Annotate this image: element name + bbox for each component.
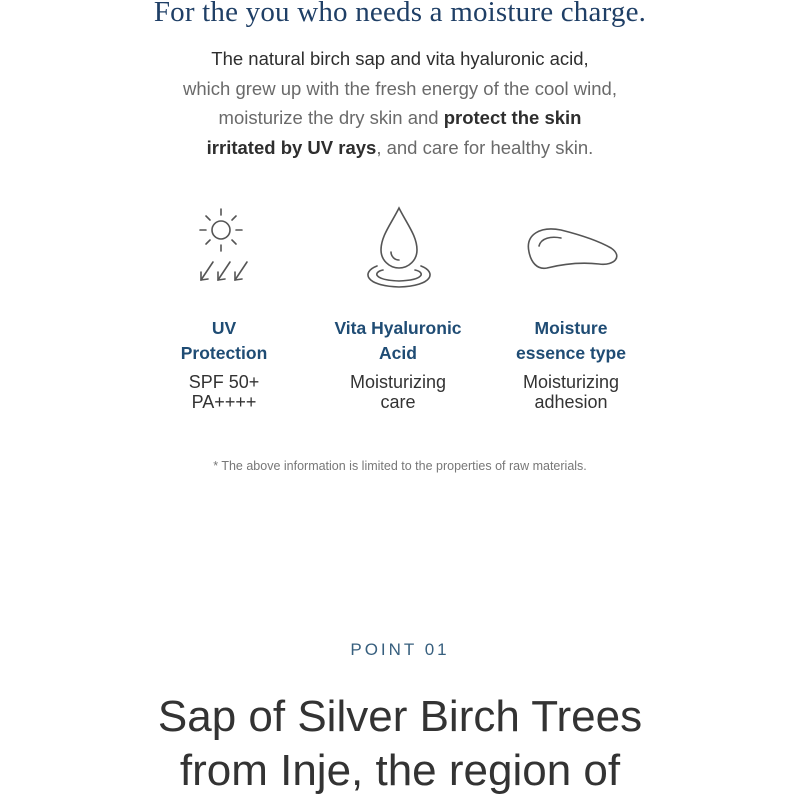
feature-uv-protection (124, 200, 324, 412)
essence-texture-icon (471, 200, 671, 310)
intro-line-3-bold: protect the skin (443, 107, 582, 128)
sun-uv-icon (124, 200, 324, 310)
feature-ha-title-1: Vita Hyaluronic (334, 318, 462, 338)
feature-uv-desc-2: PA++++ (191, 392, 257, 412)
feature-essence-title-2: essence type (516, 343, 626, 363)
intro-paragraph (0, 44, 800, 162)
feature-vita-hyaluronic-acid (298, 200, 498, 412)
feature-uv-title-2: Protection (180, 343, 268, 363)
feature-uv-title-1: UV (211, 318, 237, 338)
intro-line-4-bold: irritated by UV rays (206, 136, 377, 158)
intro-line-4 (0, 133, 800, 163)
feature-ha-desc-1: Moisturizing (349, 372, 447, 392)
section-title (0, 690, 800, 798)
footnote: * The above information is limited to the properties of raw materials. (213, 459, 587, 473)
section-title-line-2: from Inje, the region of (179, 746, 621, 795)
feature-essence-desc-1: Moisturizing (522, 372, 620, 392)
intro-line-3-plain: moisturize the dry skin and (218, 107, 444, 128)
feature-essence-title-1: Moisture (534, 318, 608, 338)
feature-ha-title-2: Acid (379, 343, 417, 363)
section-title-line-1: Sap of Silver Birch Trees (157, 692, 643, 741)
feature-ha-desc-2: care (380, 392, 416, 412)
feature-moisture-essence (471, 200, 671, 412)
feature-uv-desc-1: SPF 50+ (188, 372, 260, 392)
intro-line-4-plain: , and care for healthy skin. (376, 136, 594, 158)
intro-line-1: The natural birch sap and vita hyaluronic acid, (211, 48, 589, 69)
intro-line-2: which grew up with the fresh energy of the cool wind, (183, 77, 617, 99)
feature-essence-desc-2: adhesion (534, 392, 608, 412)
water-drop-icon (298, 200, 498, 310)
intro-line-3 (0, 103, 800, 133)
headline: For the you who needs a moisture charge. (153, 0, 647, 28)
point-label: POINT 01 (350, 640, 450, 659)
